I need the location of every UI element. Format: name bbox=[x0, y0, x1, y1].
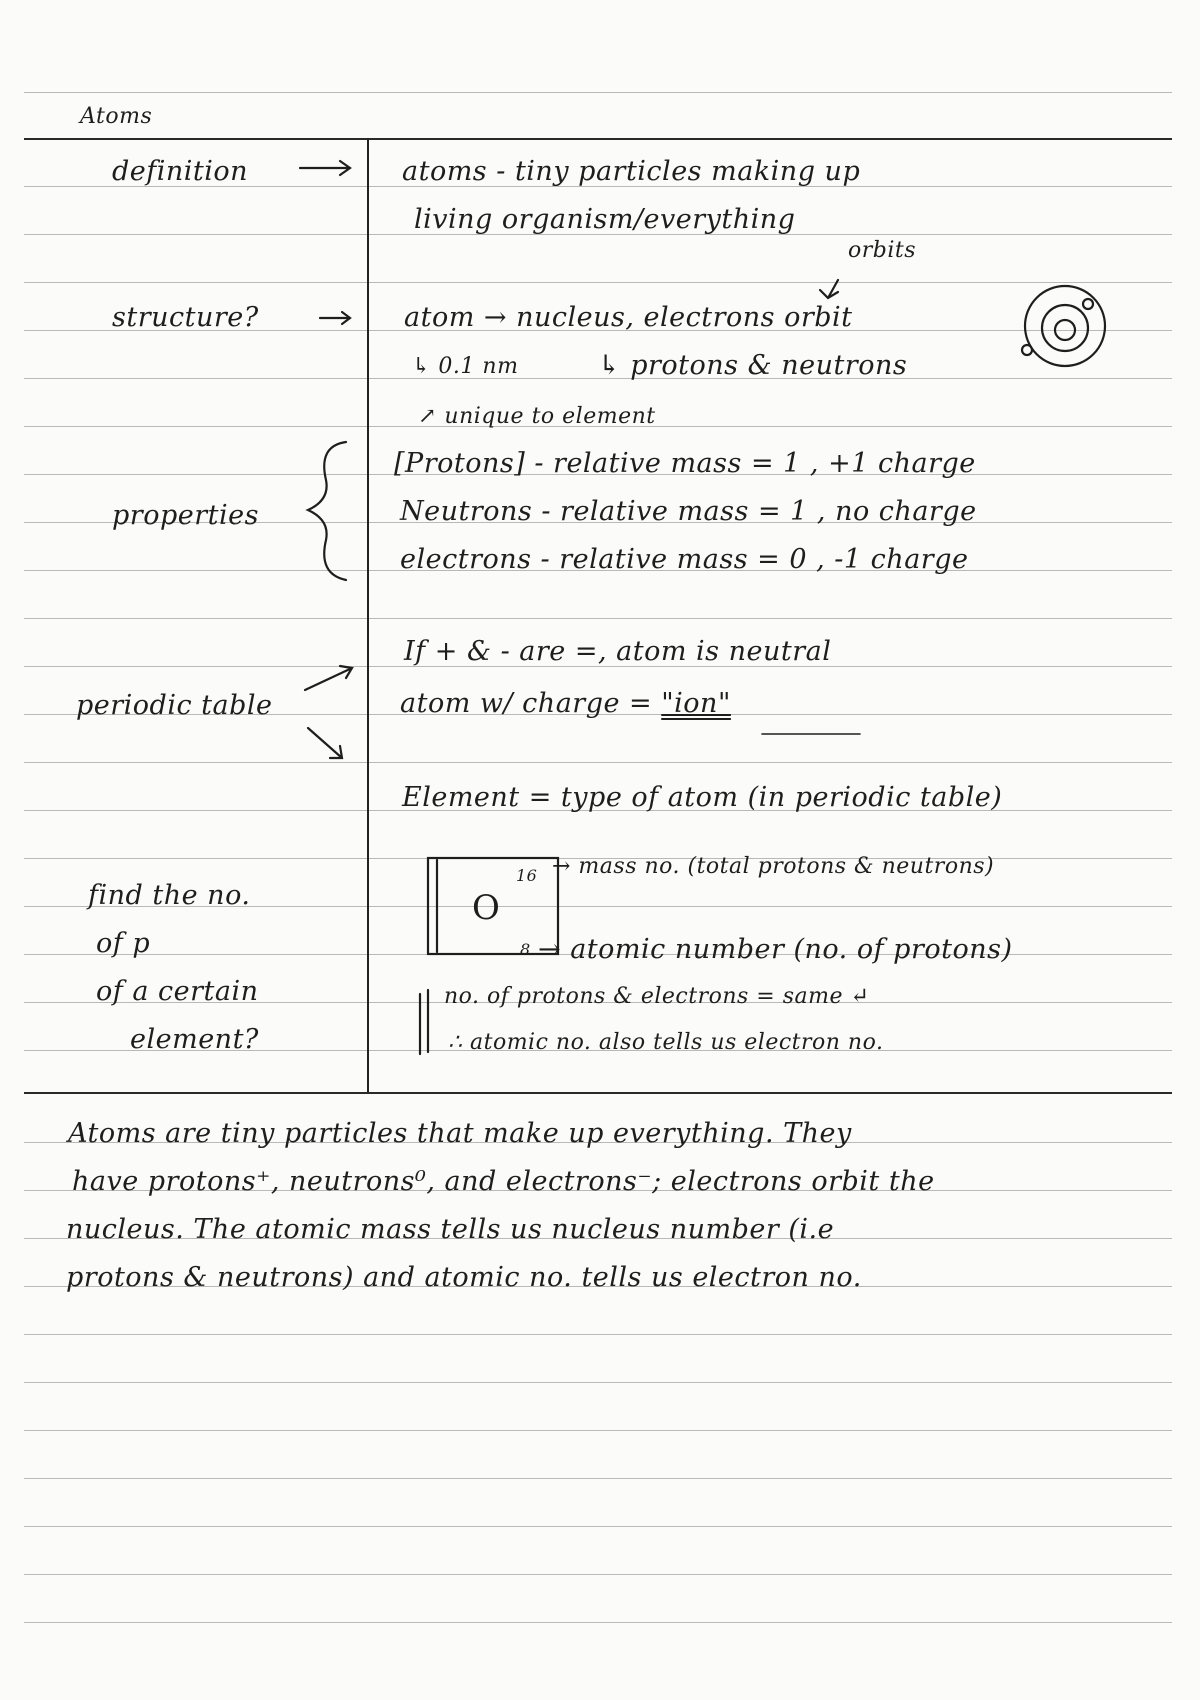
cue-find-line-1: find the no. bbox=[88, 880, 251, 911]
element-symbol: O bbox=[472, 888, 501, 928]
summary-line-3: nucleus. The atomic mass tells us nucleus number (i.e bbox=[66, 1214, 835, 1245]
cue-find-line-4: element? bbox=[130, 1024, 259, 1055]
properties-brace-icon bbox=[308, 442, 346, 580]
mass-number: 16 bbox=[516, 866, 538, 885]
atomic-number-note: → atomic number (no. of protons) bbox=[538, 934, 1013, 965]
double-bar-icon bbox=[420, 990, 428, 1054]
ion-line-prefix: atom w/ charge = bbox=[400, 688, 662, 719]
property-electrons: electrons - relative mass = 0 , -1 charge bbox=[400, 544, 969, 575]
definition-line-2: living organism/everything bbox=[414, 204, 796, 235]
orbits-pointer-icon bbox=[820, 280, 838, 298]
definition-arrow-icon bbox=[300, 161, 350, 175]
summary-line-4: protons & neutrons) and atomic no. tells us electron no. bbox=[66, 1262, 862, 1293]
atom-diagram-icon bbox=[1022, 286, 1105, 366]
element-box bbox=[428, 858, 558, 954]
cue-find-line-3: of a certain bbox=[96, 976, 259, 1007]
electron-number-line: ∴ atomic no. also tells us electron no. bbox=[448, 1030, 884, 1055]
nucleus-parts: ↳ protons & neutrons bbox=[598, 350, 908, 381]
periodic-down-arrow-icon bbox=[308, 728, 342, 758]
definition-line-1: atoms - tiny particles making up bbox=[402, 156, 861, 187]
unique-note: ↗ unique to element bbox=[418, 404, 656, 429]
property-neutrons: Neutrons - relative mass = 1 , no charge bbox=[400, 496, 977, 527]
property-protons: [Protons] - relative mass = 1 , +1 charge bbox=[394, 448, 976, 479]
mass-number-note: → mass no. (total protons & neutrons) bbox=[552, 854, 995, 879]
orbits-label: orbits bbox=[848, 238, 917, 263]
cue-periodic-table: periodic table bbox=[76, 690, 273, 721]
cue-structure: structure? bbox=[112, 302, 259, 333]
atomic-number: 8 bbox=[520, 940, 531, 959]
same-count-line: no. of protons & electrons = same ↵ bbox=[444, 984, 870, 1009]
summary-line-2: have protons⁺, neutrons⁰, and electrons⁻; electrons orbit the bbox=[72, 1166, 935, 1197]
element-definition: Element = type of atom (in periodic table) bbox=[402, 782, 1003, 813]
atom-size: ↳ 0.1 nm bbox=[412, 354, 519, 379]
page-title: Atoms bbox=[80, 104, 153, 129]
cue-find-line-2: of p bbox=[96, 928, 151, 959]
neutral-line: If + & - are =, atom is neutral bbox=[404, 636, 832, 667]
ion-term: "ion" bbox=[661, 688, 731, 719]
structure-arrow-icon bbox=[320, 312, 350, 324]
cue-properties: properties bbox=[112, 500, 259, 531]
cue-definition: definition bbox=[112, 156, 249, 187]
periodic-up-arrow-icon bbox=[305, 666, 352, 690]
structure-line-1: atom → nucleus, electrons orbit bbox=[404, 302, 853, 333]
summary-line-1: Atoms are tiny particles that make up everything. They bbox=[68, 1118, 852, 1149]
